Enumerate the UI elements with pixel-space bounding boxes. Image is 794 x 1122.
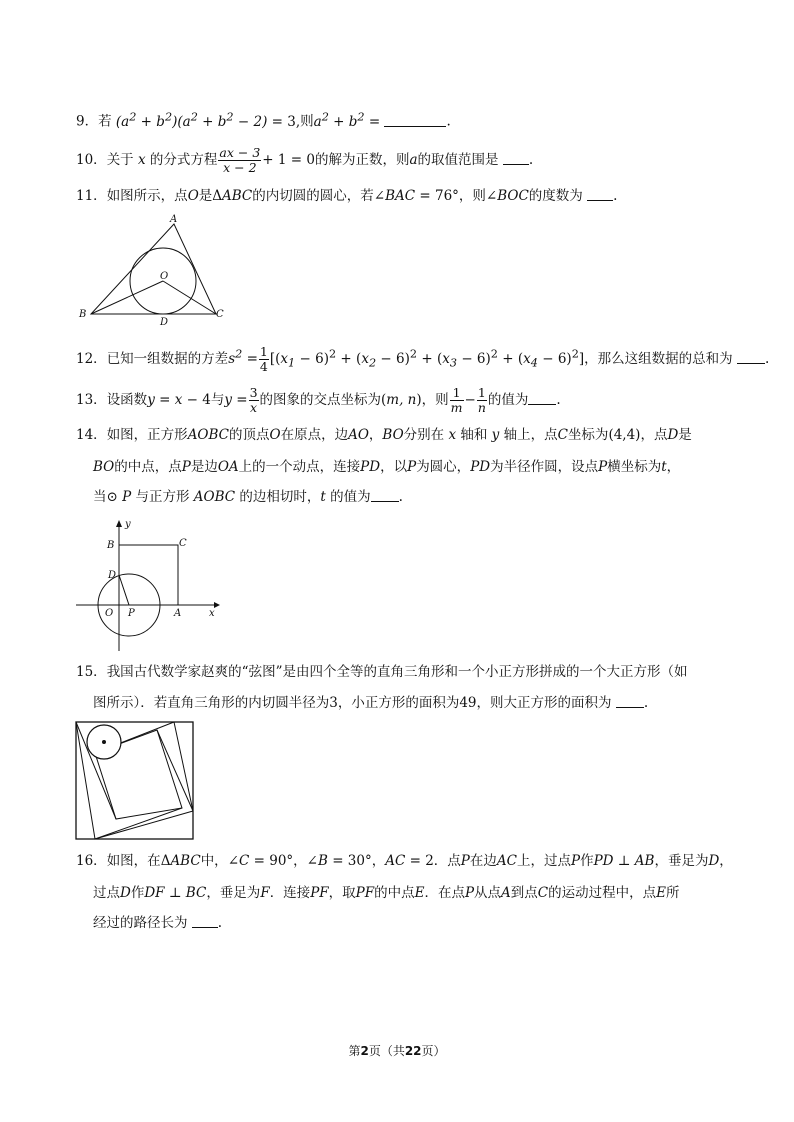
- text: 关于: [106, 152, 134, 168]
- question-14-line-2: [93, 458, 680, 476]
- text: 作: [130, 885, 145, 901]
- point-O: O: [187, 188, 199, 204]
- angle-C: ∠C = 90°: [227, 853, 294, 869]
- text: ，那么这组数据的总和为: [584, 351, 733, 367]
- text: 上，过点: [516, 853, 571, 869]
- total-pages: 22: [404, 1044, 422, 1058]
- text: 横坐标为: [607, 459, 662, 475]
- text: 的内切圆的圆心，若: [252, 188, 374, 204]
- answer-blank: [503, 152, 529, 165]
- seg-OA: OA: [217, 459, 239, 475]
- text: ，以: [380, 459, 408, 475]
- question-15-line-2: [93, 694, 648, 712]
- text: ．连接: [269, 885, 311, 901]
- label-B: B: [107, 540, 115, 551]
- expression: $a^2 + b^2$ =: [313, 110, 381, 130]
- point-C: C: [557, 427, 568, 443]
- question-14-line-1: [76, 426, 692, 444]
- text: ，则大正方形的面积为: [476, 695, 612, 711]
- answer-blank: [371, 489, 399, 502]
- label-A: A: [174, 608, 182, 619]
- fraction-1-over-m: $\frac{1}{m}$: [450, 385, 463, 415]
- question-13: 13．设函数y = x − 4与y = $\frac{3}{x}$ 的图象的交点坐标为(m, n)，则 $\frac{1}{m}$ − $\frac{1}{n}$ 的值为 .: [76, 385, 561, 415]
- text: 从点: [474, 885, 502, 901]
- label-P: P: [128, 608, 135, 619]
- text: 若: [98, 113, 112, 130]
- variance-lhs: $s^2$ =: [228, 347, 258, 367]
- text: ，垂足为: [654, 853, 709, 869]
- text: 坐标为: [567, 427, 609, 443]
- point-O: O: [269, 427, 281, 443]
- text: 已知一组数据的方差: [106, 351, 229, 367]
- text: ，: [368, 427, 383, 443]
- text: .: [398, 489, 403, 505]
- label-O: O: [105, 608, 114, 619]
- variance-expression: $[(x_1 - 6)^2 + (x_2 - 6)^2 + (x_3 - 6)^2 + (x_4 - 6)^2]$: [269, 347, 585, 370]
- label-O: O: [160, 271, 169, 282]
- label-D: D: [108, 570, 117, 581]
- area-value: 49: [459, 695, 477, 711]
- square-AOBC: AOBC: [187, 427, 230, 443]
- question-16-line-3: [93, 914, 222, 932]
- angle-BAC: ∠BAC = 76°: [373, 188, 459, 204]
- fraction-one-quarter: $\frac{1}{4}$: [259, 344, 268, 374]
- label-C: C: [179, 538, 187, 549]
- fraction: $\frac{ax - 3}{x - 2}$: [219, 145, 261, 175]
- text: 的分式方程: [149, 152, 218, 168]
- seg-PD: PD: [470, 459, 491, 475]
- equation: $(a^2 + b^2)(a^2 + b^2 - 2) = 3$,: [115, 110, 301, 130]
- label-x: x: [209, 608, 215, 619]
- text: 页）: [421, 1044, 446, 1058]
- seg-PF: PF: [310, 885, 329, 901]
- answer-blank: [384, 114, 446, 127]
- label-C: C: [216, 309, 224, 320]
- question-number: 10．: [76, 152, 107, 168]
- text: 如图所示，点: [106, 188, 188, 204]
- text: 图所示）．若直角三角形的内切圆半径为: [93, 695, 330, 711]
- angle-B: ∠B = 30°: [306, 853, 372, 869]
- text: .: [643, 695, 649, 711]
- text: ，取: [328, 885, 356, 901]
- function-2-lhs: y =: [224, 392, 248, 408]
- text: .: [613, 188, 618, 204]
- question-number: 13．: [76, 392, 107, 408]
- text: 到点: [510, 885, 538, 901]
- text: 的图象的交点坐标为: [259, 392, 382, 408]
- text: ．点: [433, 853, 461, 869]
- text: 轴上，点: [503, 427, 558, 443]
- text: ．在点: [424, 885, 465, 901]
- question-number: 12．: [76, 351, 107, 367]
- text: 的中点，点: [114, 459, 182, 475]
- text: ，点: [640, 427, 668, 443]
- point-D: D: [120, 885, 131, 901]
- text: 为圆心，: [416, 459, 471, 475]
- seg-AO: AO: [348, 427, 369, 443]
- question-11: [76, 187, 617, 205]
- point-P: P: [598, 459, 608, 475]
- seg-BO: BO: [382, 427, 404, 443]
- fraction-3-over-x: $\frac{3}{x}$: [249, 385, 258, 415]
- perp-DF-BC: DF ⊥ BC: [144, 885, 207, 901]
- text: 过点: [93, 885, 120, 901]
- point-A: A: [501, 885, 511, 901]
- text: 的顶点: [229, 427, 270, 443]
- question-14-line-3: [93, 488, 403, 506]
- text: 的度数为: [528, 188, 583, 204]
- text: ，小正方形的面积为: [337, 695, 460, 711]
- text: 当⊙: [93, 489, 118, 505]
- question-16-line-2: [93, 884, 680, 902]
- var-t: t: [320, 489, 331, 505]
- text: 设函数: [106, 392, 148, 408]
- square-AOBC: AOBC: [189, 489, 240, 505]
- text: 分别在: [403, 427, 445, 443]
- answer-blank: [528, 392, 556, 405]
- function-1: y = x − 4: [147, 392, 211, 408]
- text: 在边: [469, 853, 497, 869]
- text: .: [446, 113, 451, 130]
- text: 第: [348, 1044, 361, 1058]
- point-P: P: [464, 885, 475, 901]
- var-a: a: [409, 152, 418, 168]
- text: 则: [300, 113, 314, 130]
- question-number: 16．: [76, 853, 107, 869]
- seg-AC: AC: [496, 853, 517, 869]
- point-E: E: [656, 885, 666, 901]
- seg-PD: PD: [360, 459, 381, 475]
- text: 轴和: [460, 427, 488, 443]
- label-A: A: [170, 214, 178, 225]
- text: 的边相切时，: [239, 489, 321, 505]
- var-x: x: [444, 427, 461, 443]
- text: 作: [580, 853, 594, 869]
- text: 是边: [190, 459, 218, 475]
- text: .: [764, 351, 770, 367]
- triangle-ABC: ΔABC: [212, 188, 253, 204]
- text: .: [217, 915, 223, 931]
- text: 我国古代数学家赵爽的“弦图”是由四个全等的直角三角形和一个小正方形拼成的一个大正方形（如: [106, 664, 688, 680]
- answer-blank: [587, 188, 613, 201]
- text: 的中点: [374, 885, 415, 901]
- var-x: x: [133, 152, 150, 168]
- question-number: 11．: [76, 188, 107, 204]
- text: 为半径作圆，设点: [490, 459, 599, 475]
- point-D: D: [708, 853, 720, 869]
- text: ，则: [458, 188, 486, 204]
- triangle-ABC: ΔABC: [160, 853, 201, 869]
- text: ，: [719, 853, 733, 869]
- text: 的取值范围是: [417, 152, 499, 168]
- question-number: 9．: [76, 113, 99, 130]
- var-y: y: [487, 427, 504, 443]
- question-9: [76, 108, 451, 131]
- text: 页（共: [368, 1044, 405, 1058]
- radius-value: 3: [329, 695, 338, 711]
- question-number: 14．: [76, 427, 107, 443]
- zhao-shuang-string-figure: [74, 720, 196, 842]
- text: 的值为: [330, 489, 371, 505]
- text: ，: [371, 853, 386, 869]
- page-number: 2: [360, 1044, 369, 1058]
- point-P: P: [407, 459, 417, 475]
- question-15-line-1: [76, 663, 688, 681]
- text: 与: [210, 392, 225, 408]
- point-F: F: [260, 885, 270, 901]
- text: ，: [293, 853, 307, 869]
- text: 中，: [200, 853, 228, 869]
- text: 上的一个动点，连接: [238, 459, 361, 475]
- coord-4-4: (4,4): [608, 427, 641, 443]
- page-footer: [0, 1042, 794, 1059]
- text: 是: [678, 427, 692, 443]
- question-16-line-1: [76, 852, 733, 870]
- label-B: B: [79, 309, 87, 320]
- text: 与正方形: [135, 489, 190, 505]
- coordinate-square-figure: [70, 515, 230, 655]
- text: 在原点，边: [280, 427, 349, 443]
- circle-P: P: [117, 489, 136, 505]
- text: 是: [198, 188, 213, 204]
- text: .: [556, 392, 561, 408]
- equation-rest: + 1 = 0: [262, 152, 315, 168]
- label-D: D: [160, 317, 169, 328]
- point-P: P: [570, 853, 581, 869]
- text: 所: [666, 885, 680, 901]
- point-C: C: [537, 885, 549, 901]
- answer-blank: [616, 695, 644, 708]
- text: 的解为正数，则: [314, 152, 410, 168]
- point-mn: (m, n): [381, 392, 422, 408]
- text: 的值为: [487, 392, 529, 408]
- point-D: D: [667, 427, 679, 443]
- answer-blank: [192, 915, 218, 928]
- answer-blank: [737, 351, 765, 364]
- text: 如图，在: [106, 853, 161, 869]
- text: ，垂足为: [206, 885, 261, 901]
- text: 的运动过程中，点: [548, 885, 657, 901]
- perp-PD-AB: PD ⊥ AB: [593, 853, 655, 869]
- question-10: [76, 146, 533, 175]
- incircle-triangle-figure: [74, 213, 234, 328]
- text: 如图，正方形: [106, 427, 188, 443]
- text: 经过的路径长为: [93, 915, 188, 931]
- point-E: E: [414, 885, 425, 901]
- angle-BOC: ∠BOC: [485, 188, 529, 204]
- fraction-1-over-n: $\frac{1}{n}$: [477, 385, 486, 415]
- var-t: t: [661, 459, 667, 475]
- label-y: y: [125, 519, 131, 530]
- seg-PF: PF: [355, 885, 375, 901]
- text: ，则: [421, 392, 449, 408]
- point-P: P: [460, 853, 470, 869]
- seg-BO: BO: [93, 459, 115, 475]
- question-12: [76, 345, 769, 374]
- text: .: [528, 152, 534, 168]
- question-number: 15．: [76, 664, 107, 680]
- seg-AC: AC = 2: [385, 853, 434, 869]
- point-P: P: [181, 459, 191, 475]
- text: ，: [666, 459, 681, 475]
